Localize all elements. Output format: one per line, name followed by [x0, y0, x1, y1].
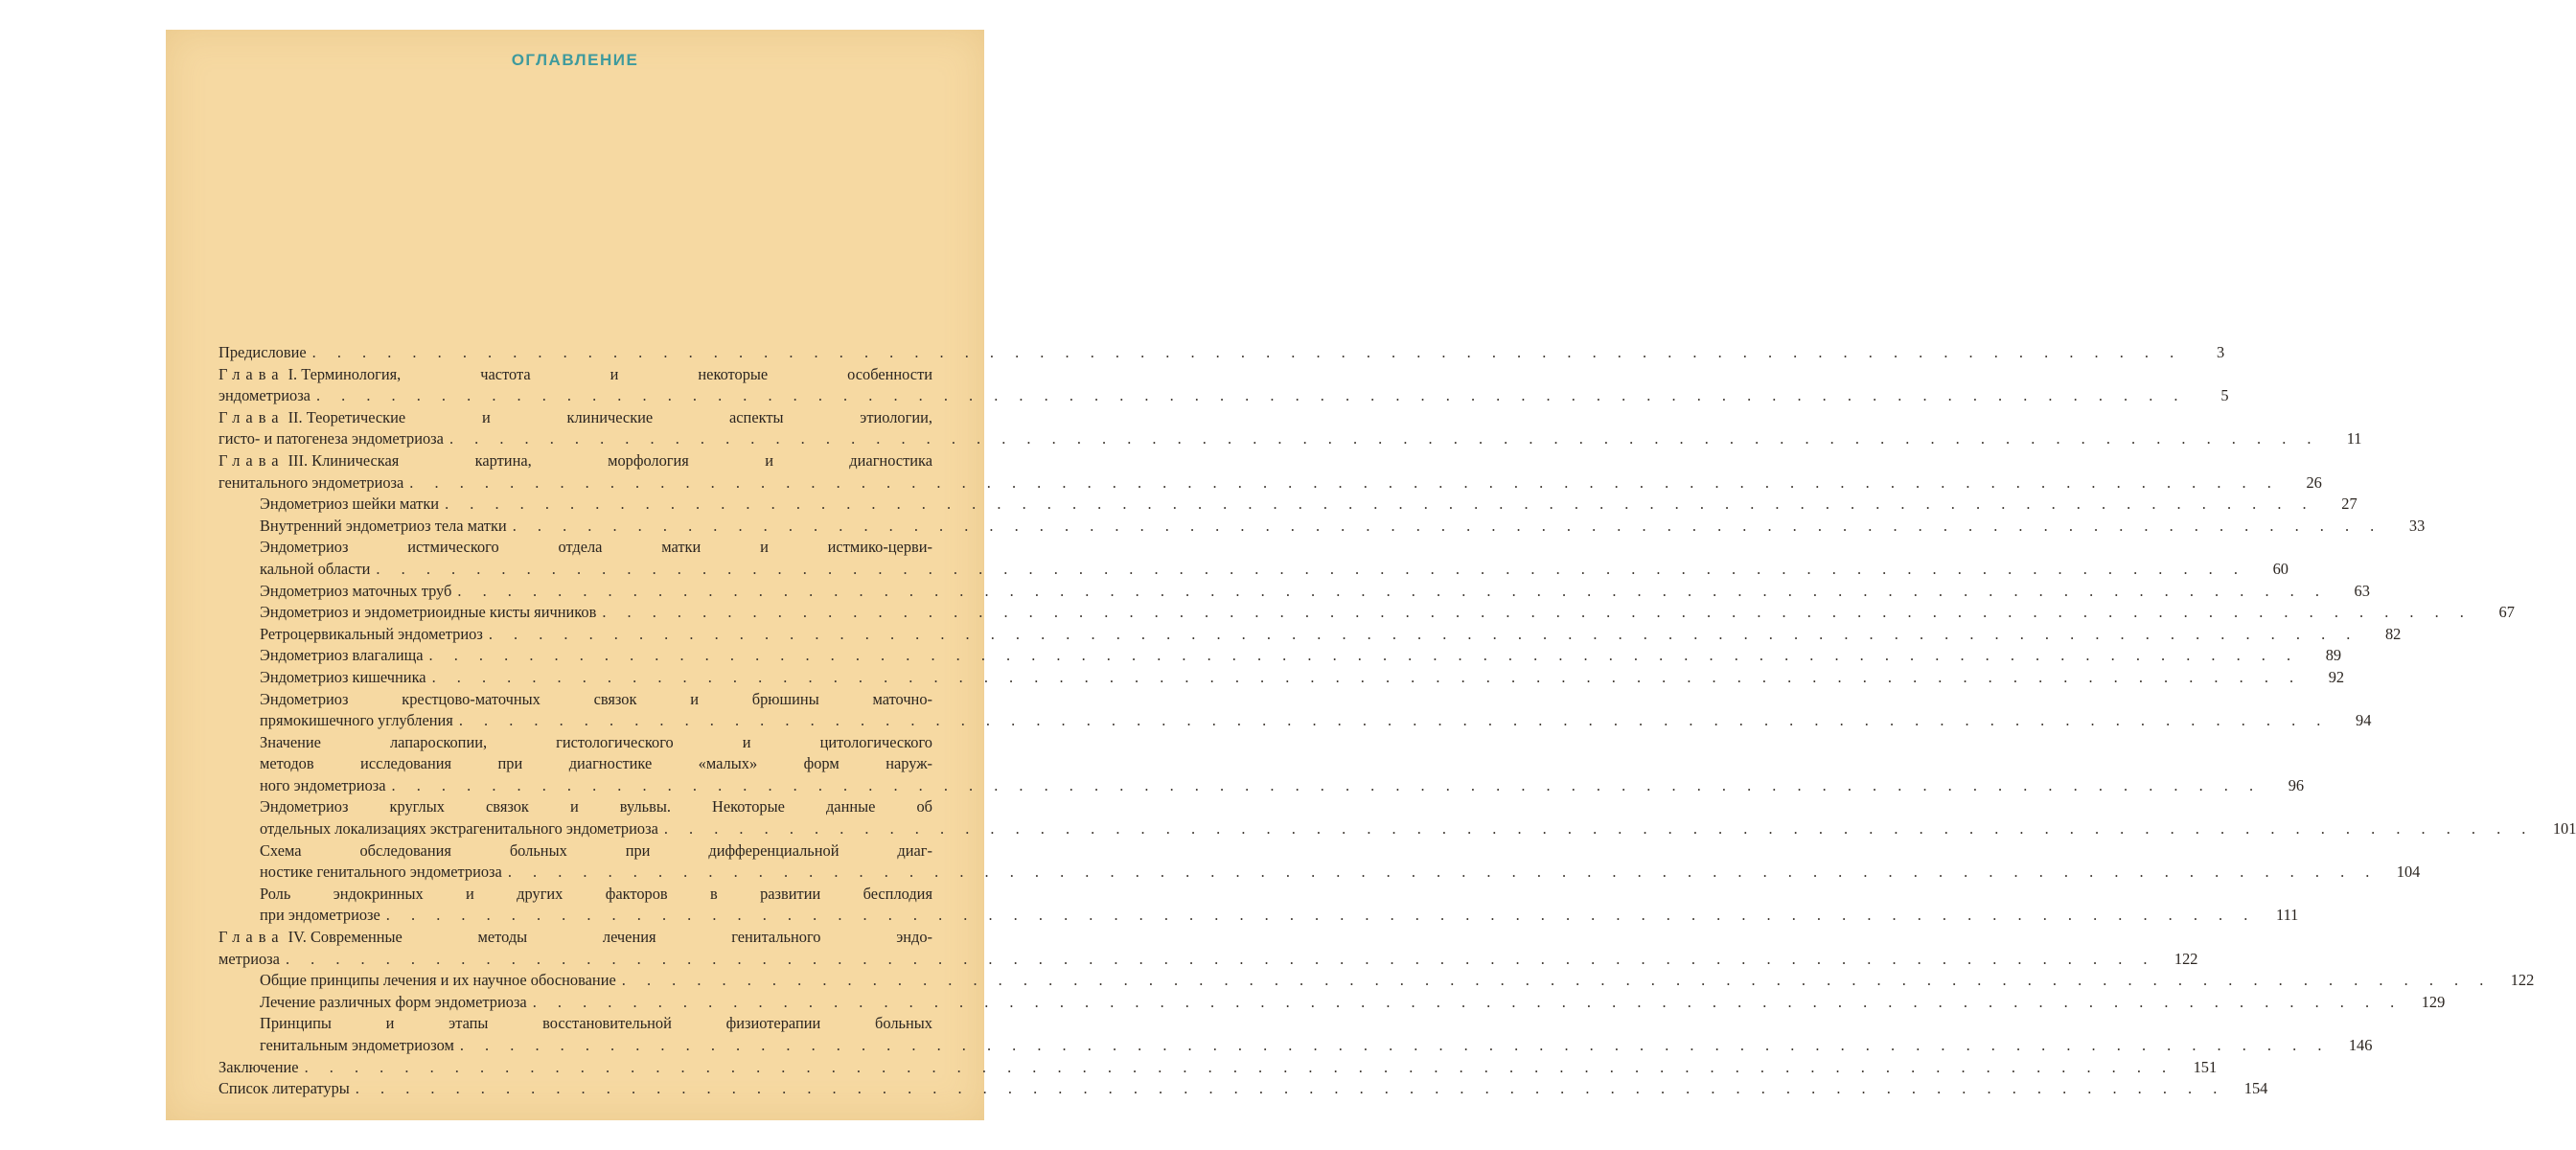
chapter-word: Глава	[218, 407, 285, 426]
page-number: 26	[2306, 472, 2322, 492]
toc-entry[interactable]	[218, 1078, 2268, 1100]
dot-leader: . . . . . . . . . . . . . . . . . . . . . . . . . . . . . . . . . . . . . . . . . . . . . . . . . . . . . . . . . . . . . . . . . . . . . . . . . . .	[391, 775, 2263, 794]
page-number: 5	[2220, 386, 2229, 405]
toc-entry-title: Предисловие	[218, 343, 307, 361]
toc-line	[218, 775, 2305, 797]
toc-line	[218, 364, 932, 386]
toc-line	[218, 385, 2229, 407]
toc-entry-title: Эндометриоз и эндометриоидные кисты яичников	[260, 603, 597, 622]
toc-line	[218, 1078, 2268, 1100]
chapter-word: Глава	[218, 928, 285, 947]
dot-leader: . . . . . . . . . . . . . . . . . . . . . . . . . . . . . . . . . . . . . . . . . . . . . . . . . . . . . . . . . . . . . . . . . . . . . . . . . . .	[428, 646, 2300, 665]
toc-line	[218, 428, 2362, 450]
toc-line	[218, 862, 2421, 884]
chapter-number: III.	[284, 450, 312, 470]
toc-entry-title: ностике генитального эндометриоза	[260, 862, 502, 882]
toc-line	[218, 581, 2370, 603]
toc-entry-title: Лечение различных форм эндометриоза	[260, 992, 527, 1011]
toc-entry[interactable]	[218, 796, 2576, 840]
toc-entry[interactable]	[218, 581, 2370, 603]
toc-entry-title: Теоретические и клинические аспекты этиологии,	[306, 407, 932, 426]
dot-leader: . . . . . . . . . . . . . . . . . . . . . . . . . . . . . . . . . . . . . . . . . . . . . . . . . . . . . . . . . . . . . . . . . . . . . . . . . . .	[459, 1036, 2331, 1054]
dot-leader: . . . . . . . . . . . . . . . . . . . . . . . . . . . . . . . . . . . . . . . . . . . . . . . . . . . . . . . . . . . . . . . . . . . . . . . . . . .	[311, 343, 2183, 361]
page-number: 27	[2341, 494, 2358, 514]
toc-entry[interactable]	[218, 624, 2402, 646]
toc-line	[218, 927, 932, 949]
toc-line	[218, 689, 932, 711]
dot-leader: . . . . . . . . . . . . . . . . . . . . . . . . . . . . . . . . . . . . . . . . . . . . . . . . . . . . . . . . . . . . . . . . . . . . . . . . . . .	[488, 624, 2359, 643]
toc-entry[interactable]	[218, 516, 2426, 538]
toc-entry[interactable]	[218, 992, 2446, 1014]
toc-line	[218, 450, 932, 472]
page-number: 33	[2408, 516, 2426, 535]
toc-line	[218, 624, 2402, 646]
toc-entry[interactable]	[218, 364, 2229, 407]
toc-heading: ОГЛАВЛЕНИЕ	[511, 51, 639, 69]
toc-line	[218, 1013, 932, 1035]
toc-line	[218, 970, 2535, 992]
page-number: 60	[2272, 559, 2288, 578]
toc-entry-title: Эндометриоз маточных труб	[260, 581, 452, 600]
toc-entry[interactable]	[218, 407, 2362, 450]
dot-leader: . . . . . . . . . . . . . . . . . . . . . . . . . . . . . . . . . . . . . . . . . . . . . . . . . . . . . . . . . . . . . . . . . . . . . . . . . . .	[355, 1079, 2226, 1098]
toc-line	[218, 559, 2288, 581]
toc-entry[interactable]	[218, 342, 2225, 364]
toc-entry-title: Эндометриоз круглых связок и вульвы. Некоторые данные об	[260, 797, 932, 816]
page-number: 94	[2356, 711, 2372, 730]
toc-entry-title: методов исследования при диагностике «малых» форм наруж-	[260, 754, 932, 773]
toc-line	[218, 602, 2515, 624]
toc-entry-title: Эндометриоз истмического отдела матки и истмико-церви-	[260, 538, 932, 557]
page-number: 96	[2288, 775, 2305, 794]
dot-leader: . . . . . . . . . . . . . . . . . . . . . . . . . . . . . . . . . . . . . . . . . . . . . . . . . . . . . . . . . . . . . . . . . . . . . . . . . . .	[448, 429, 2320, 448]
page-number: 67	[2498, 603, 2515, 622]
toc-entry-title: Эндометриоз крестцово-маточных связок и брюшины маточно-	[260, 689, 932, 708]
toc-line	[218, 1057, 2218, 1079]
toc-line	[218, 472, 2322, 494]
page-number: 111	[2275, 906, 2299, 925]
toc-line	[218, 905, 2299, 927]
toc-entry[interactable]	[218, 927, 2198, 970]
toc-entry-title: метриоза	[218, 949, 280, 968]
toc-line	[218, 818, 2576, 840]
chapter-word: Глава	[218, 450, 285, 470]
dot-leader: . . . . . . . . . . . . . . . . . . . . . . . . . . . . . . . . . . . . . . . . . . . . . . . . . . . . . . . . . . . . . . . . . . . . . . . . . . .	[663, 819, 2535, 839]
toc-entry-title: Схема обследования больных при дифференциальной диаг-	[260, 840, 932, 860]
toc-entry-title: прямокишечного углубления	[260, 711, 453, 730]
toc-entry-title: Клиническая картина, морфология и диагностика	[311, 450, 932, 470]
toc-entry-title: при эндометриозе	[260, 906, 380, 925]
toc-entry-title: генитальным эндометриозом	[260, 1036, 454, 1054]
toc-entry[interactable]	[218, 732, 2305, 797]
chapter-number: II.	[284, 407, 307, 426]
page-number: 129	[2421, 992, 2446, 1011]
toc-entry[interactable]	[218, 1057, 2218, 1079]
dot-leader: . . . . . . . . . . . . . . . . . . . . . . . . . . . . . . . . . . . . . . . . . . . . . . . . . . . . . . . . . . . . . . . . . . . . . . . . . . .	[532, 992, 2404, 1011]
toc-entry-title: Терминология, частота и некоторые особенности	[301, 364, 932, 383]
page-number: 89	[2325, 646, 2342, 665]
page-number: 82	[2384, 624, 2402, 643]
toc-line	[218, 342, 2225, 364]
toc-entry-title: гисто- и патогенеза эндометриоза	[218, 429, 444, 448]
toc-entry-title: Эндометриоз кишечника	[260, 667, 426, 686]
dot-leader: . . . . . . . . . . . . . . . . . . . . . . . . . . . . . . . . . . . . . . . . . . . . . . . . . . . . . . . . . . . . . . . . . . . . . . . . . . .	[445, 494, 2315, 514]
toc-line	[218, 667, 2345, 689]
dot-leader: . . . . . . . . . . . . . . . . . . . . . . . . . . . . . . . . . . . . . . . . . . . . . . . . . . . . . . . . . . . . . . . . . . . . . . . . . . .	[285, 949, 2156, 968]
toc-entry[interactable]	[218, 494, 2358, 516]
toc-entry[interactable]	[218, 1013, 2373, 1056]
toc-list	[218, 342, 2576, 1100]
toc-line	[218, 645, 2342, 667]
toc-entry[interactable]	[218, 450, 2322, 494]
page-number: 146	[2348, 1036, 2373, 1054]
toc-entry-title: Принципы и этапы восстановительной физиотерапии больных	[260, 1014, 932, 1033]
toc-entry-title: эндометриоза	[218, 386, 310, 405]
toc-line	[218, 753, 932, 775]
page-number: 101	[2552, 819, 2576, 839]
dot-leader: . . . . . . . . . . . . . . . . . . . . . . . . . . . . . . . . . . . . . . . . . . . . . . . . . . . . . . . . . . . . . . . . . . . . . . . . . . .	[621, 971, 2493, 990]
toc-line	[218, 537, 932, 559]
page-number: 63	[2354, 581, 2370, 600]
dot-leader: . . . . . . . . . . . . . . . . . . . . . . . . . . . . . . . . . . . . . . . . . . . . . . . . . . . . . . . . . . . . . . . . . . . . . . . . . . .	[385, 906, 2257, 925]
dot-leader: . . . . . . . . . . . . . . . . . . . . . . . . . . . . . . . . . . . . . . . . . . . . . . . . . . . . . . . . . . . . . . . . . . . . . . . . . . .	[512, 516, 2383, 535]
book-page	[166, 30, 2576, 1120]
toc-line	[218, 732, 932, 754]
toc-line	[218, 840, 932, 862]
toc-entry[interactable]	[218, 602, 2515, 624]
toc-entry-title: Современные методы лечения генитального эндо-	[310, 928, 932, 947]
page-number: 92	[2328, 667, 2345, 686]
toc-entry-title: Заключение	[218, 1057, 299, 1076]
toc-entry-title: генитального эндометриоза	[218, 472, 404, 492]
toc-line	[218, 884, 932, 906]
dot-leader: . . . . . . . . . . . . . . . . . . . . . . . . . . . . . . . . . . . . . . . . . . . . . . . . . . . . . . . . . . . . . . . . . . . . . . . . . . .	[431, 667, 2303, 686]
toc-line	[218, 407, 932, 429]
page-number: 3	[2217, 343, 2225, 361]
toc-entry-title: Эндометриоз влагалища	[260, 646, 424, 665]
chapter-word: Глава	[218, 364, 285, 383]
page-number: 122	[2174, 949, 2198, 968]
toc-line	[218, 992, 2446, 1014]
toc-entry[interactable]	[218, 840, 2421, 884]
toc-entry-title: Список литературы	[218, 1079, 350, 1098]
toc-entry[interactable]	[218, 884, 2299, 927]
toc-entry-title: Роль эндокринных и других факторов в развитии бесплодия	[260, 884, 932, 903]
toc-entry[interactable]	[218, 667, 2345, 689]
dot-leader: . . . . . . . . . . . . . . . . . . . . . . . . . . . . . . . . . . . . . . . . . . . . . . . . . . . . . . . . . . . . . . . . . . . . . . . . . . .	[315, 386, 2187, 405]
dot-leader: . . . . . . . . . . . . . . . . . . . . . . . . . . . . . . . . . . . . . . . . . . . . . . . . . . . . . . . . . . . . . . . . . . . . . . . . . . .	[409, 472, 2280, 492]
toc-entry-title: Ретроцервикальный эндометриоз	[260, 624, 483, 643]
dot-leader: . . . . . . . . . . . . . . . . . . . . . . . . . . . . . . . . . . . . . . . . . . . . . . . . . . . . . . . . . . . . . . . . . . . . . . . . . . .	[458, 711, 2330, 730]
page-number: 154	[2243, 1079, 2268, 1098]
toc-line	[218, 949, 2198, 971]
toc-entry-title: Эндометриоз шейки матки	[260, 494, 440, 514]
toc-line	[218, 710, 2372, 732]
page-number: 104	[2396, 862, 2421, 882]
dot-leader: . . . . . . . . . . . . . . . . . . . . . . . . . . . . . . . . . . . . . . . . . . . . . . . . . . . . . . . . . . . . . . . . . . . . . . . . . . .	[602, 603, 2472, 622]
toc-entry[interactable]	[218, 689, 2372, 732]
toc-entry-title: ного эндометриоза	[260, 775, 386, 794]
dot-leader: . . . . . . . . . . . . . . . . . . . . . . . . . . . . . . . . . . . . . . . . . . . . . . . . . . . . . . . . . . . . . . . . . . . . . . . . . . .	[376, 559, 2246, 578]
toc-line	[218, 796, 932, 818]
toc-line	[218, 1035, 2373, 1057]
toc-entry-title: Внутренний эндометриоз тела матки	[260, 516, 507, 535]
toc-entry[interactable]	[218, 645, 2342, 667]
toc-entry-title: Значение лапароскопии, гистологического и цитологического	[260, 732, 932, 751]
dot-leader: . . . . . . . . . . . . . . . . . . . . . . . . . . . . . . . . . . . . . . . . . . . . . . . . . . . . . . . . . . . . . . . . . . . . . . . . . . .	[304, 1057, 2175, 1076]
chapter-number: I.	[284, 364, 302, 383]
toc-entry-title: отдельных локализациях экстрагенитального эндометриоза	[260, 819, 658, 839]
chapter-number: IV.	[284, 928, 310, 947]
page-number: 122	[2510, 971, 2535, 990]
toc-entry[interactable]	[218, 537, 2288, 580]
page-number: 151	[2193, 1057, 2218, 1076]
page-number: 11	[2346, 429, 2362, 448]
toc-entry[interactable]	[218, 970, 2535, 992]
toc-entry-title: кальной области	[260, 559, 371, 578]
dot-leader: . . . . . . . . . . . . . . . . . . . . . . . . . . . . . . . . . . . . . . . . . . . . . . . . . . . . . . . . . . . . . . . . . . . . . . . . . . .	[507, 862, 2379, 882]
toc-line	[218, 516, 2426, 538]
toc-entry-title: Общие принципы лечения и их научное обоснование	[260, 971, 616, 990]
toc-line	[218, 494, 2358, 516]
dot-leader: . . . . . . . . . . . . . . . . . . . . . . . . . . . . . . . . . . . . . . . . . . . . . . . . . . . . . . . . . . . . . . . . . . . . . . . . . . .	[457, 581, 2328, 600]
